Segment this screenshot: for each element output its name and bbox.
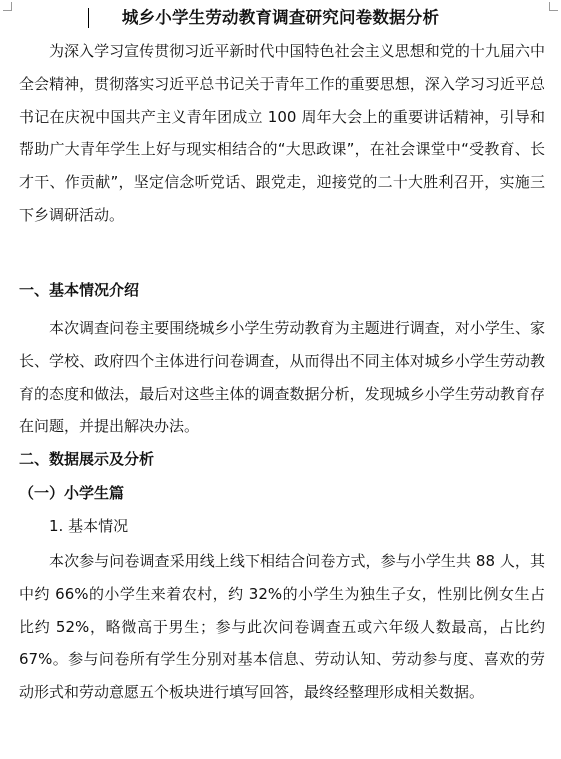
section-heading-basic-info[interactable]: 一、基本情况介绍 xyxy=(19,281,140,299)
basic-info-paragraph[interactable]: 本次参与问卷调查采用线上线下相结合问卷方式，参与小学生共 88 人，其中约 66%的小学生来着农村，约 32%的小学生为独生子女，性别比例女生占比约 52%，略微高于男生；参与此次问卷调查五或六年级人数最高，占比约 67%。参与问卷所有学生分别对基本信息、劳动认知、劳动参与度、喜欢的劳动形式和劳动意愿五个板块进行填写回答，最终经整理形成相关数据。 xyxy=(19,552,545,702)
item-heading-basic[interactable]: 1. 基本情况 xyxy=(49,517,129,535)
section-heading-data-analysis[interactable]: 二、数据展示及分析 xyxy=(19,450,155,468)
intro-paragraph[interactable]: 为深入学习宣传贯彻习近平新时代中国特色社会主义思想和党的十九届六中全会精神，贯彻落实习近平总书记关于青年工作的重要思想，深入学习习近平总书记在庆祝中国共产主义青年团成立 100 周年大会上的重要讲话精神，引导和帮助广大青年学生上好与现实相结合的“大思政课”，在社会课堂中“受教育、长才干、作贡献”，坚定信念听党话、跟党走，迎接党的二十大胜利召开，实施三下乡调研活动。 xyxy=(19,42,545,224)
subsection-heading-pupils[interactable]: （一）小学生篇 xyxy=(19,484,125,502)
document-title[interactable]: 城乡小学生劳动教育调查研究问卷数据分析 xyxy=(121,8,440,27)
section-paragraph-basic-info[interactable]: 本次调查问卷主要围绕城乡小学生劳动教育为主题进行调查，对小学生、家长、学校、政府四个主体进行问卷调查，从而得出不同主体对城乡小学生劳动教育的态度和做法，最后对这些主体的调查数据分析，发现城乡小学生劳动教育存在问题，并提出解决办法。 xyxy=(19,319,545,436)
